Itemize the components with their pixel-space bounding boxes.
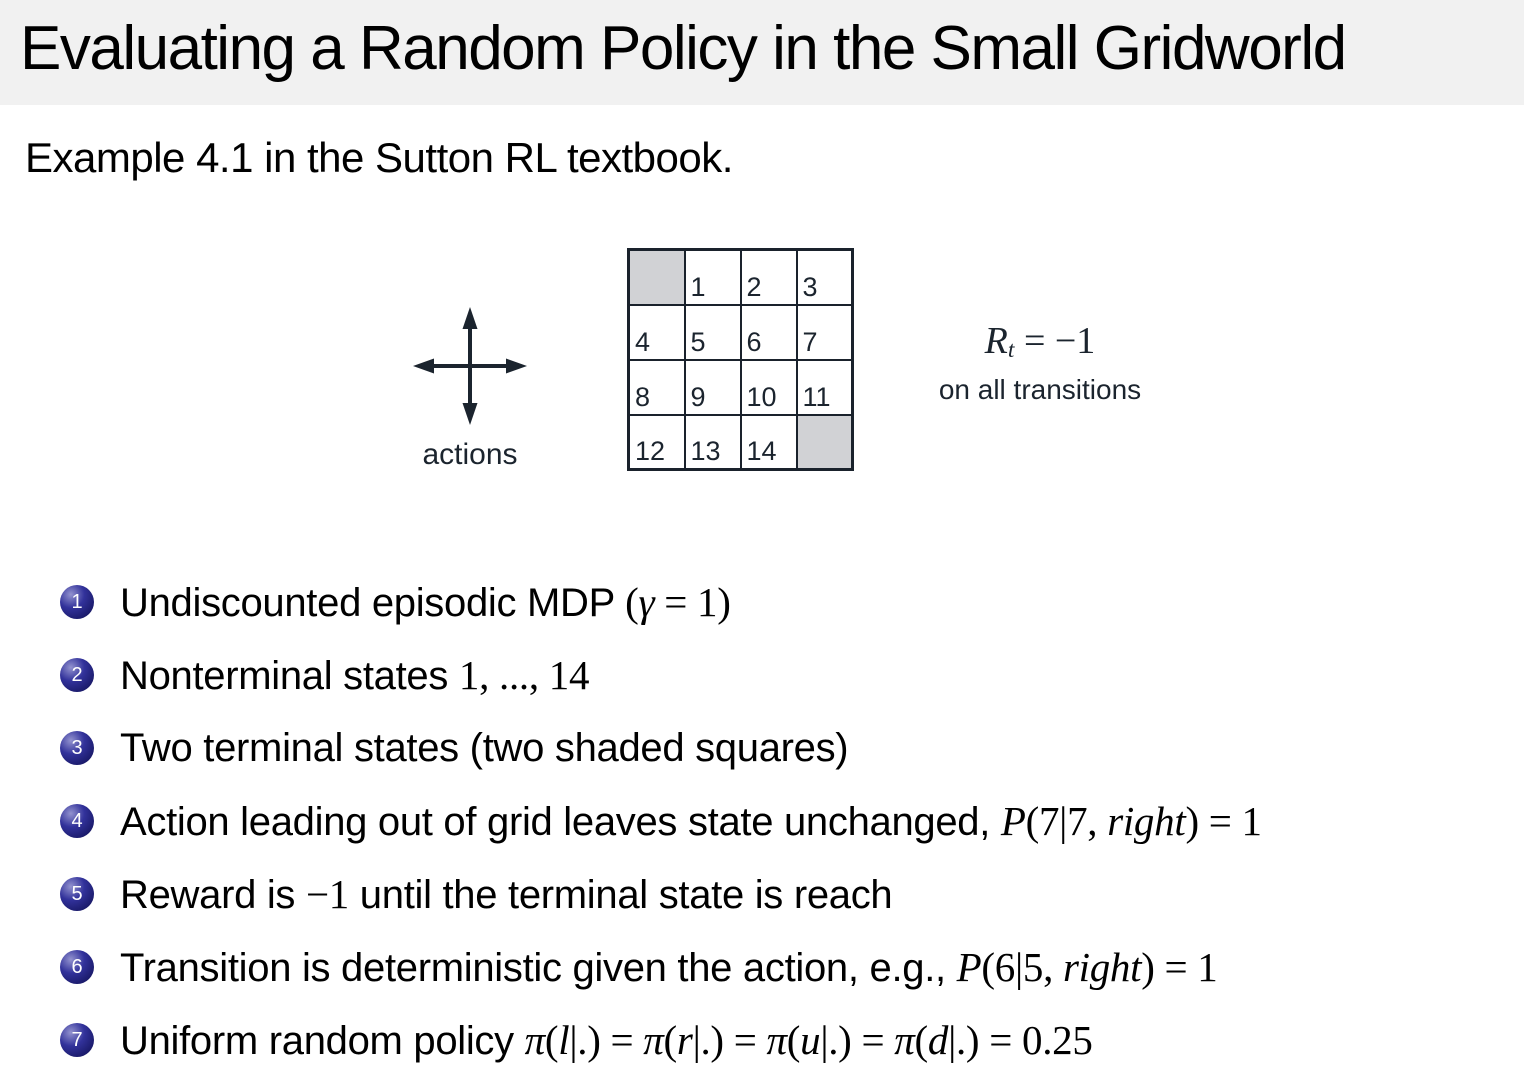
- text-segment: right: [1062, 944, 1142, 990]
- text-segment: π: [894, 1017, 915, 1063]
- grid-cell-terminal: [797, 415, 853, 470]
- item-text: [120, 943, 1218, 991]
- text-segment: (: [625, 579, 639, 625]
- item-number-badge: 6: [60, 950, 94, 984]
- text-segment: |.) = 0.25: [948, 1017, 1093, 1063]
- text-segment: γ: [638, 579, 655, 625]
- bullet-list: [60, 578, 1262, 1080]
- text-segment: = 1): [654, 579, 731, 625]
- text-segment: (: [786, 1017, 801, 1063]
- text-segment: ) = 1: [1141, 944, 1218, 990]
- text-segment: R: [984, 320, 1008, 362]
- slide-title: Evaluating a Random Policy in the Small Gridworld: [20, 14, 1346, 83]
- item-text: [120, 651, 589, 699]
- text-segment: |.) =: [692, 1017, 767, 1063]
- text-segment: u: [800, 1017, 821, 1063]
- item-number-badge: 5: [60, 877, 94, 911]
- grid-row: [629, 415, 853, 470]
- text-segment: r: [676, 1017, 693, 1063]
- text-segment: |.) =: [569, 1017, 644, 1063]
- actions-label: actions: [422, 438, 518, 471]
- list-item: [60, 1016, 1262, 1064]
- text-segment: 1, ..., 14: [458, 652, 590, 698]
- item-text: [120, 578, 731, 626]
- reward-equation: [890, 320, 1190, 371]
- list-item: [60, 578, 1262, 626]
- grid-cell: 11: [797, 360, 853, 415]
- grid-row: [629, 360, 853, 415]
- actions-cross-icon: [405, 300, 535, 432]
- grid-cell: 14: [741, 415, 797, 470]
- item-number-badge: 4: [60, 804, 94, 838]
- item-text: [120, 1016, 1093, 1064]
- text-segment: Reward is: [120, 873, 306, 917]
- text-segment: π: [643, 1017, 664, 1063]
- text-segment: Transition is deterministic given the action, e.g.,: [120, 946, 957, 990]
- list-item: [60, 724, 1262, 772]
- grid-cell: 4: [629, 305, 685, 360]
- item-number-badge: 7: [60, 1023, 94, 1057]
- grid-cell: 6: [741, 305, 797, 360]
- grid-cell: 2: [741, 250, 797, 305]
- text-segment: ) = 1: [1185, 798, 1262, 844]
- item-number-badge: 1: [60, 585, 94, 619]
- grid-cell: 13: [685, 415, 741, 470]
- text-segment: −1: [305, 871, 349, 917]
- text-segment: π: [766, 1017, 787, 1063]
- text-segment: (6|5,: [981, 944, 1063, 990]
- text-segment: Uniform random policy: [120, 1019, 525, 1063]
- text-segment: right: [1107, 798, 1186, 844]
- grid-cell: 10: [741, 360, 797, 415]
- text-segment: P: [956, 944, 982, 990]
- text-segment: Undiscounted episodic MDP: [120, 581, 626, 625]
- grid-cell-terminal: [629, 250, 685, 305]
- reward-caption: on all transitions: [938, 374, 1142, 406]
- text-segment: Two terminal states (two shaded squares): [120, 725, 849, 770]
- grid-row: [629, 305, 853, 360]
- text-segment: l: [558, 1017, 570, 1063]
- text-segment: (: [663, 1017, 677, 1063]
- grid-cell: 1: [685, 250, 741, 305]
- grid-cell: 8: [629, 360, 685, 415]
- actions-figure: [405, 300, 535, 472]
- subtitle: Example 4.1 in the Sutton RL textbook.: [25, 134, 733, 181]
- grid-cell: 12: [629, 415, 685, 470]
- text-segment: (: [914, 1017, 928, 1063]
- reward-note: [890, 320, 1190, 406]
- text-segment: π: [524, 1017, 545, 1063]
- item-number-badge: 3: [60, 731, 94, 765]
- text-segment: Action leading out of grid leaves state unchanged,: [120, 800, 1001, 844]
- list-item: [60, 943, 1262, 991]
- grid-cell: 3: [797, 250, 853, 305]
- grid-cell: 9: [685, 360, 741, 415]
- grid-cell: 5: [685, 305, 741, 360]
- text-segment: until the terminal state is reach: [348, 873, 893, 917]
- text-segment: d: [927, 1017, 949, 1063]
- gridworld-grid: [627, 248, 854, 471]
- text-segment: (7|7,: [1025, 798, 1108, 844]
- text-segment: t: [1007, 337, 1015, 364]
- title-bar: [0, 0, 1524, 105]
- item-text: [120, 870, 892, 918]
- text-segment: Nonterminal states: [120, 654, 459, 698]
- item-text: [120, 726, 848, 771]
- text-segment: (: [544, 1017, 559, 1063]
- grid-cell: 7: [797, 305, 853, 360]
- text-segment: P: [1000, 798, 1026, 844]
- item-number-badge: 2: [60, 658, 94, 692]
- list-item: [60, 651, 1262, 699]
- list-item: [60, 797, 1262, 845]
- text-segment: |.) =: [820, 1017, 895, 1063]
- item-text: [120, 797, 1262, 845]
- list-item: [60, 870, 1262, 918]
- grid-row: [629, 250, 853, 305]
- text-segment: = −1: [1014, 320, 1096, 362]
